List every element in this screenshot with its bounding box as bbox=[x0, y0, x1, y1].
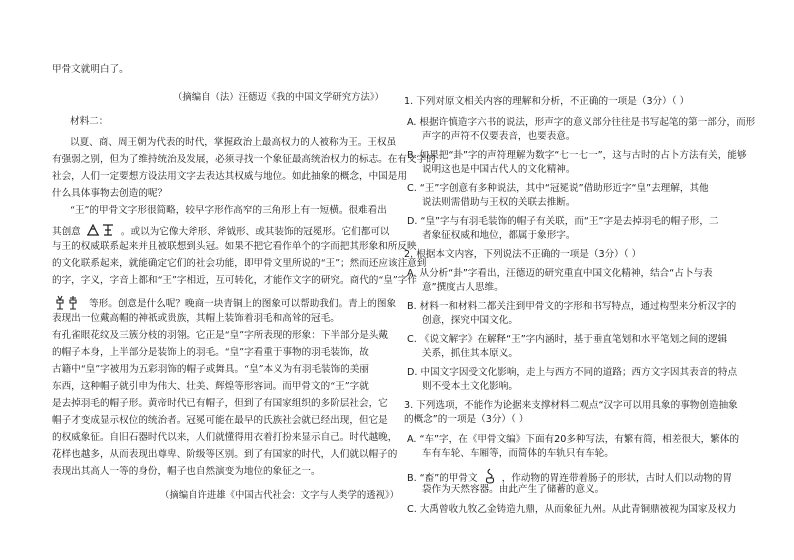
option-line: 声字的声符不仅要表音，也要表意。 bbox=[422, 131, 576, 142]
text-span: B. “畜”的甲骨文 bbox=[407, 473, 478, 484]
text-line: 古籍中“皇”字被用为五彩羽饰的帽子或舞具。“皇”本义为有羽毛装饰的美丽 bbox=[52, 364, 370, 375]
option-line: A. 从分析“卦”字看出，汪德迈的研究重直中国文化精神，结合“占卜与表 bbox=[407, 268, 713, 279]
text-line: 社会，人们一定要想方设法用文字去表达其权威与地位。如此抽象的概念，中国是用 bbox=[52, 171, 407, 182]
king-oracle-glyph-icon bbox=[86, 223, 116, 241]
huang-oracle-glyph-icon bbox=[54, 294, 84, 314]
text-line: 的文化联系起来，就能确定它们的社会功能，即甲骨文里所说的“王”；然而还应该注意到 bbox=[52, 258, 427, 269]
option-line: 袋作为天然容器。由此产生了储蓄的意义。 bbox=[422, 484, 605, 495]
option-line: C. 大禹曾收九牧乙金铸造九鼎，从而象征九州。从此青铜鼎被视为国家及权力 bbox=[407, 504, 737, 515]
text-line: 帽子才变成显示权位的统治者。冠冕可能在最早的氏族社会就已经出现，但它是 bbox=[52, 415, 388, 426]
option-line: D. “皇”字与有羽毛装饰的帽子有关联，而“王”字是去掉羽毛的帽子形，二 bbox=[407, 216, 719, 227]
section-heading: 材料二： bbox=[70, 116, 109, 127]
text-line: 表现出一位戴高帽的神祇或贵族，其帽上装饰着羽毛和高耸的冠毛。 bbox=[52, 313, 340, 324]
text-line: 东西，这种帽子就引申为伟大、壮美、辉煌等形容词。而甲骨文的“王”字就 bbox=[52, 381, 369, 392]
source-note: （摘编自（法）汪德迈《我的中国文学研究方法》） bbox=[173, 92, 384, 103]
text-line: “王”的甲骨文字形很简略，较早字形作高窄的三角形上有一短横。很难看出 bbox=[70, 205, 387, 216]
question-2: 2. 根据本文内容，下列说法不正确的一项是（3分）（ ） bbox=[404, 249, 642, 260]
text-span: 。或以为它像大斧形、斧钺形、或其装饰的冠冕形。它们都可以 bbox=[120, 226, 390, 238]
option-line: D. 中国文字因受文化影响，走上与西方不同的道路；西方文字因其表音的特点 bbox=[407, 367, 738, 378]
text-line: 有孔雀眼花纹及三簇分枝的羽翎。它正是“皇”字所表现的形象：下半部分是头戴 bbox=[52, 330, 388, 341]
option-line: B. 材料一和材料二都关注到甲骨文的字形和书写特点，通过构型来分析汉字的 bbox=[407, 301, 737, 312]
text-line: 以夏、商、周王朝为代表的时代，掌握政治上最高权力的人被称为王。王权虽 bbox=[70, 137, 397, 148]
text-span: 等形。创意是什么呢？晚商一块青铜上的图象可以帮助我们。青上的图象 bbox=[89, 298, 397, 310]
question-3: 3. 下列选项，不能作为论据来支撑材料二观点“汉字可以用具象的事物创造抽象 bbox=[404, 400, 738, 411]
option-line: 关系，抓住其本原义。 bbox=[422, 348, 518, 359]
option-line: 创意，探究中国文化。 bbox=[422, 315, 518, 326]
text-line: 是去掉羽毛的帽子形。黄帝时代已有帽子，但到了有国家组织的多阶层社会，它 bbox=[52, 398, 388, 409]
option-line: 则不受本土文化影响。 bbox=[422, 381, 518, 392]
option-line: C. 《说文解字》在解释“王”字内涵时，基于垂直笔划和水平笔划之间的逻辑 bbox=[407, 334, 728, 345]
option-line: C. “王”字创意有多种说法，其中“冠冕说”借助形近字“皇”去理解，其他 bbox=[407, 183, 709, 194]
text-line: 与王的权威联系起来并且被联想到头冠。如果不把它看作单个的字而把其形象和所反映 bbox=[52, 241, 417, 252]
text-line: 花样也越多，从而表现出尊卑、阶级等区别。到了有国家的时代，人们就以帽子的 bbox=[52, 449, 398, 460]
source-note: （摘编自许进雄《中国古代社会：文字与人类学的透视》） bbox=[160, 490, 400, 501]
option-line: A. “车”字，在《甲骨文编》下面有20多种写法，有繁有简，相差很大，繁体的 bbox=[407, 434, 740, 445]
option-line: A. 根据许慎造字六书的说法，形声字的意义部分往往是书写起笔的第一部分，而形 bbox=[407, 117, 756, 128]
option-line: 车有车轮、车厢等，而简体的车轨只有车轮。 bbox=[422, 448, 614, 459]
question-3-cont: 的概念”的一项是（3分）（ ） bbox=[404, 414, 529, 425]
text-span: ，作动物的胃连带着肠子的形状，古时人们以动物的胃 bbox=[501, 473, 732, 484]
option-line: 者象征权威和地位，都属于象形字。 bbox=[422, 230, 576, 241]
text-line: 的权威象征。自旧石器时代以来，人们就懂得用衣着打扮来显示自己。时代越晚， bbox=[52, 432, 398, 443]
text-line: 有强弱之别，但为了维持统治及发展，必须寻找一个象征最高统治权力的标志。在有文字的 bbox=[52, 154, 436, 165]
text-line bbox=[52, 294, 396, 314]
text-line: 的字，字义，字音上都和“王”字相近，互可转化，才能作文字的研究。商代的“皇”字作 bbox=[52, 275, 417, 286]
question-1: 1. 下列对原文相关内容的理解和分析，不正确的一项是（3分）（ ） bbox=[404, 96, 690, 107]
text-line: 甲骨文就明白了。 bbox=[52, 64, 129, 75]
text-line: 什么具体事物去创造的呢？ bbox=[52, 188, 168, 199]
option-line: 说明这也是中国古代人的文化精神。 bbox=[422, 164, 576, 175]
option-line: 说法则需借助与王权的关联去推断。 bbox=[422, 197, 576, 208]
text-line bbox=[52, 223, 390, 241]
option-line: 意”撰度古人思维。 bbox=[422, 282, 504, 293]
text-line: 的帽子本身，上半部分是装饰上的羽毛。“皇”字看重于事物的羽毛装饰，故 bbox=[52, 347, 369, 358]
option-line: B. 如果把“卦”字的声符理解为数字“七一七一”，这与古时的占卜方法有关，能够 bbox=[407, 150, 747, 161]
text-line: 表现出其高人一等的身份，帽子也自然演变为地位的象征之一。 bbox=[52, 466, 321, 477]
text-span: 其创意 bbox=[52, 226, 81, 238]
